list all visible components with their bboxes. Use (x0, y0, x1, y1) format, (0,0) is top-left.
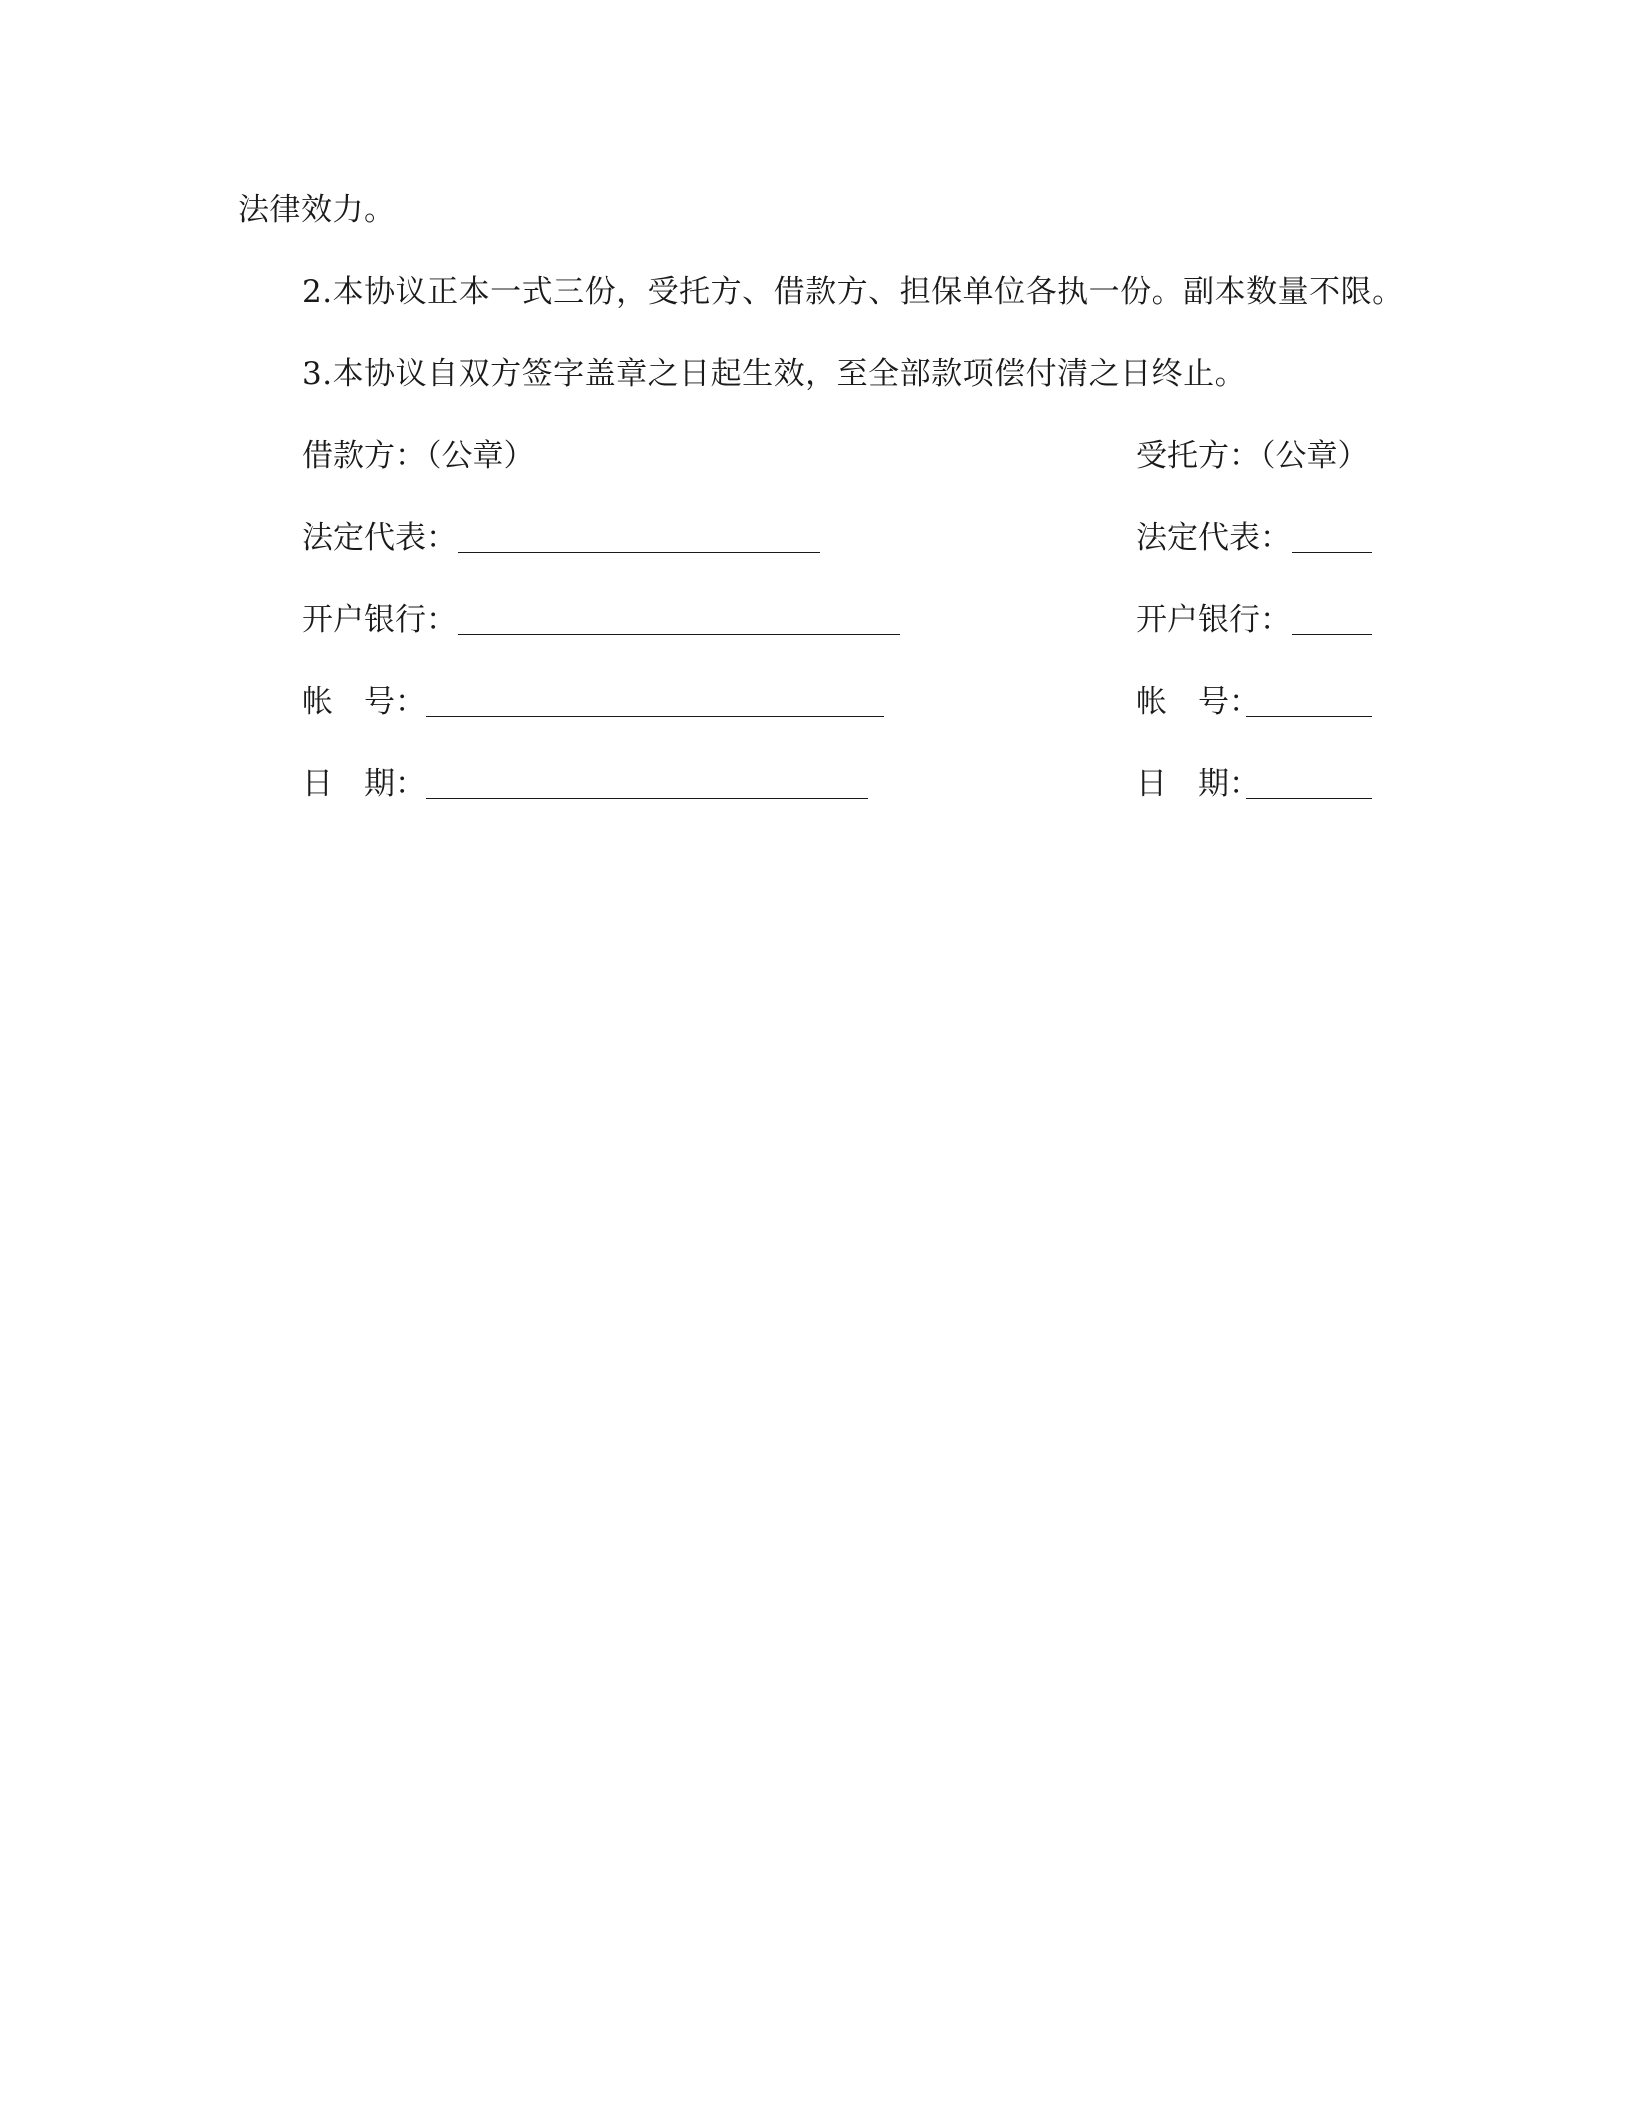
paragraph-clause-3: 3.本协议自双方签字盖章之日起生效，至全部款项偿付清之日终止。 (302, 356, 1247, 392)
trustee-account-label: 帐 号： (1136, 684, 1260, 720)
paragraph-continuation: 法律效力。 (238, 192, 396, 228)
signature-party-row (0, 436, 1632, 476)
trustee-legal-rep-blank[interactable] (1292, 552, 1372, 553)
trustee-account-blank[interactable] (1246, 716, 1372, 717)
borrower-date-label: 日 期： (302, 766, 426, 802)
borrower-bank-label: 开户银行： (302, 602, 457, 638)
signature-legal-rep-row (0, 518, 1632, 558)
borrower-account-blank[interactable] (426, 716, 884, 717)
trustee-bank-blank[interactable] (1292, 634, 1372, 635)
borrower-legal-rep-label: 法定代表： (302, 520, 457, 556)
trustee-party-label: 受托方：（公章） (1136, 438, 1369, 474)
borrower-account-label: 帐 号： (302, 684, 426, 720)
trustee-bank-label: 开户银行： (1136, 602, 1291, 638)
signature-date-row (0, 764, 1632, 804)
trustee-date-label: 日 期： (1136, 766, 1260, 802)
trustee-date-blank[interactable] (1246, 798, 1372, 799)
paragraph-clause-2: 2.本协议正本一式三份，受托方、借款方、担保单位各执一份。副本数量不限。 (302, 274, 1404, 310)
borrower-party-label: 借款方：（公章） (302, 438, 535, 474)
borrower-legal-rep-blank[interactable] (458, 552, 820, 553)
borrower-date-blank[interactable] (426, 798, 868, 799)
signature-account-row (0, 682, 1632, 722)
signature-bank-row (0, 600, 1632, 640)
borrower-bank-blank[interactable] (458, 634, 900, 635)
trustee-legal-rep-label: 法定代表： (1136, 520, 1291, 556)
